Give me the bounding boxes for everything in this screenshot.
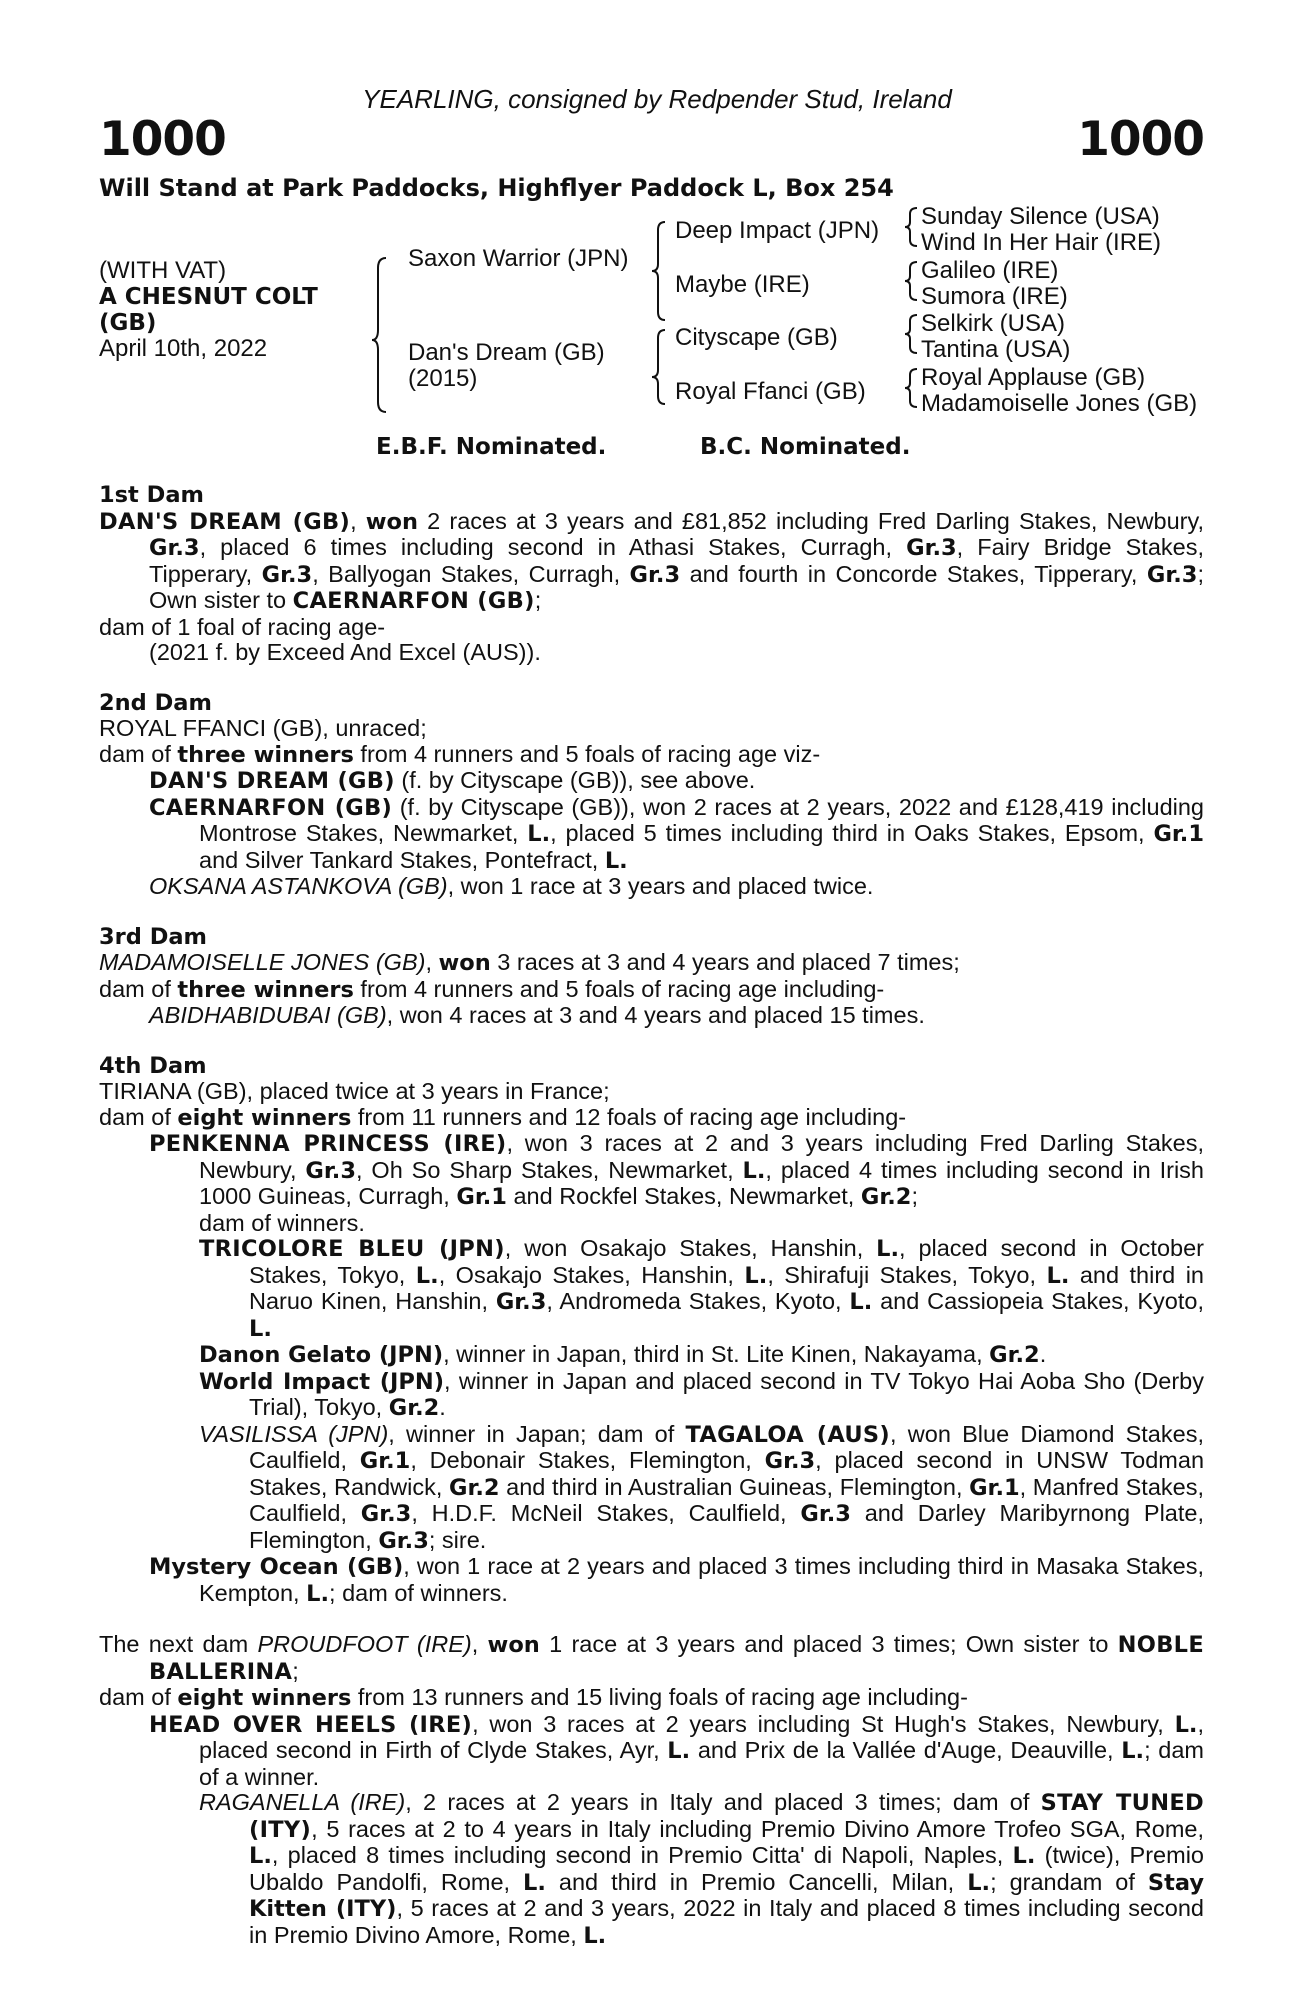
grade: L. bbox=[583, 1922, 607, 1949]
text: , placed 6 times including second in Athasi Stakes, Curragh, bbox=[199, 534, 907, 560]
text: from 4 runners and 5 foals of racing age including- bbox=[353, 975, 885, 1002]
dam-sire: Cityscape (GB) bbox=[675, 324, 838, 351]
grade: L. bbox=[523, 1869, 546, 1896]
horse-name: World Impact (JPN) bbox=[199, 1368, 445, 1395]
text: , placed second in UNSW Todman Stakes, Randwick, bbox=[249, 1447, 1205, 1500]
dam-dam: Royal Ffanci (GB) bbox=[675, 378, 866, 405]
text: , won 3 races at 2 years including St Hugh's Stakes, Newbury, bbox=[472, 1710, 1175, 1737]
text: and fourth in Concorde Stakes, Tipperary, bbox=[680, 560, 1147, 587]
text: , H.D.F. McNeil Stakes, Caulfield, bbox=[411, 1500, 801, 1526]
gen3-7: Royal Applause (GB) bbox=[921, 364, 1146, 391]
dam-name: Dan's Dream (GB) bbox=[408, 339, 605, 366]
text: , placed second in Firth of Clyde Stakes, Ayr, bbox=[199, 1710, 1204, 1763]
vat-note: (WITH VAT) bbox=[99, 257, 227, 284]
text: , won 1 race at 3 years and placed twice. bbox=[447, 873, 874, 899]
section-heading: 4th Dam bbox=[99, 1052, 207, 1079]
text: . bbox=[439, 1394, 446, 1420]
produce-note: dam of winners. bbox=[199, 1209, 365, 1236]
text: dam of bbox=[99, 740, 178, 767]
next-dam-record bbox=[99, 1632, 1204, 1685]
text: , won Blue Diamond Stakes, Caulfield, bbox=[249, 1420, 1204, 1473]
text: and third in Premio Cancelli, Milan, bbox=[545, 1868, 968, 1895]
gen3-4: Sumora (IRE) bbox=[921, 283, 1068, 310]
horse-name: VASILISSA (JPN) bbox=[199, 1420, 389, 1447]
text: ; grandam of bbox=[990, 1868, 1148, 1895]
won-label: won bbox=[438, 950, 491, 976]
produce-summary bbox=[99, 1105, 1204, 1132]
text: , Debonair Stakes, Flemington, bbox=[410, 1447, 765, 1473]
text: , 5 races at 2 and 3 years, 2022 in Italy and placed 8 times including second in Premio Divino Amore, Rome, bbox=[249, 1895, 1204, 1948]
produce-summary bbox=[99, 1685, 1204, 1712]
text: ; dam of a winner. bbox=[199, 1737, 1204, 1790]
grade: Gr.1 bbox=[456, 1184, 507, 1210]
text: , placed 5 times including third in Oaks Stakes, Epsom, bbox=[550, 820, 1154, 846]
grade: Gr.1 bbox=[969, 1474, 1020, 1501]
text: 1 race at 3 years and placed 3 times; Own sister to bbox=[539, 1631, 1118, 1657]
produce-entry bbox=[99, 795, 1204, 875]
produce-entry bbox=[99, 1712, 1204, 1791]
grade: Gr.3 bbox=[1146, 561, 1198, 588]
horse-name: Danon Gelato (JPN) bbox=[199, 1342, 444, 1368]
lot-number-left: 1000 bbox=[99, 112, 226, 167]
text: , placed second in October Stakes, Tokyo, bbox=[249, 1235, 1204, 1288]
text: , 5 races at 2 to 4 years in Italy including Premio Divino Amore Trofeo SGA, Rome, bbox=[311, 1815, 1204, 1842]
text: , placed 8 times including second in Premio Citta' di Napoli, Naples, bbox=[271, 1842, 1013, 1868]
text: dam of bbox=[99, 1103, 178, 1130]
winners-count: eight winners bbox=[177, 1685, 352, 1711]
text: . bbox=[1039, 1341, 1047, 1367]
grade: Gr.3 bbox=[378, 1527, 429, 1554]
grade: L. bbox=[667, 1738, 691, 1764]
grade: L. bbox=[967, 1869, 991, 1896]
third-dam-section bbox=[99, 925, 1204, 1029]
horse-name: RAGANELLA (IRE) bbox=[199, 1789, 406, 1815]
text: , Ballyogan Stakes, Curragh, bbox=[312, 560, 630, 587]
text: ; bbox=[911, 1183, 918, 1209]
grade: L. bbox=[1046, 1262, 1070, 1289]
horse-name: PROUDFOOT (IRE) bbox=[257, 1631, 472, 1657]
produce-entry bbox=[99, 874, 1204, 900]
pedigree-table bbox=[0, 200, 1314, 430]
text: , Oh So Sharp Stakes, Newmarket, bbox=[355, 1156, 743, 1183]
horse-country: (GB) bbox=[99, 310, 157, 336]
text: , winner in Japan and placed second in TV Tokyo Hai Aoba Sho (Derby Trial), Tokyo, bbox=[249, 1367, 1204, 1420]
grand-produce-entry bbox=[99, 1790, 1204, 1949]
text: The next dam bbox=[99, 1631, 258, 1657]
text: and third in Australian Guineas, Flemington, bbox=[499, 1473, 970, 1500]
grade: L. bbox=[849, 1289, 873, 1315]
text: (f. by Cityscape (GB)), see above. bbox=[394, 767, 756, 793]
second-dam-record: ROYAL FFANCI (GB), unraced; bbox=[99, 715, 427, 741]
grade: Gr.2 bbox=[449, 1474, 500, 1501]
produce-entry bbox=[99, 768, 1204, 795]
stabling-line: Will Stand at Park Paddocks, Highflyer Paddock L, Box 254 bbox=[99, 174, 894, 202]
grade: Gr.3 bbox=[906, 535, 957, 561]
text: 2 races at 3 years and £81,852 including Fred Darling Stakes, Newbury, bbox=[418, 507, 1205, 534]
grade: L. bbox=[742, 1157, 766, 1184]
bc-nominated: B.C. Nominated. bbox=[700, 434, 911, 460]
grade: L. bbox=[876, 1236, 900, 1262]
text: , bbox=[471, 1631, 488, 1657]
sire-name: Saxon Warrior (JPN) bbox=[408, 245, 629, 272]
grade: L. bbox=[415, 1262, 439, 1289]
text: , winner in Japan; dam of bbox=[388, 1420, 686, 1447]
gen3-2: Wind In Her Hair (IRE) bbox=[921, 229, 1162, 256]
text: , Osakajo Stakes, Hanshin, bbox=[438, 1261, 745, 1288]
text: from 11 runners and 12 foals of racing age including- bbox=[351, 1103, 907, 1130]
foal-summary: dam of 1 foal of racing age- bbox=[99, 613, 386, 640]
consignor-line: YEARLING, consigned by Redpender Stud, Ireland bbox=[362, 84, 952, 114]
horse-name: CAERNARFON (GB) bbox=[149, 794, 393, 821]
grade: Gr.3 bbox=[495, 1289, 547, 1315]
text: and Cassiopeia Stakes, Kyoto, bbox=[872, 1288, 1204, 1314]
gen3-5: Selkirk (USA) bbox=[921, 310, 1066, 337]
produce-summary bbox=[99, 742, 1204, 769]
text: and Silver Tankard Stakes, Pontefract, bbox=[199, 846, 605, 873]
section-heading: 3rd Dam bbox=[99, 923, 207, 950]
grade: L. bbox=[249, 1843, 272, 1869]
grade: Gr.1 bbox=[359, 1448, 411, 1474]
horse-name: OKSANA ASTANKOVA (GB) bbox=[149, 873, 448, 899]
grade: L. bbox=[744, 1262, 768, 1289]
horse-name: Mystery Ocean (GB) bbox=[149, 1554, 404, 1580]
fourth-dam-record: TIRIANA (GB), placed twice at 3 years in France; bbox=[99, 1078, 610, 1104]
horse-name: Stay Kitten (ITY) bbox=[249, 1869, 1204, 1922]
grade: L. bbox=[306, 1580, 330, 1607]
sire-dam: Maybe (IRE) bbox=[675, 271, 810, 298]
dam-foaling-year: (2015) bbox=[408, 365, 478, 392]
text: ; bbox=[534, 587, 542, 613]
gen3-6: Tantina (USA) bbox=[921, 336, 1071, 363]
third-dam-record bbox=[99, 950, 1204, 977]
grade: L. bbox=[527, 821, 551, 847]
horse-name: DAN'S DREAM (GB) bbox=[99, 508, 351, 535]
horse-name: DAN'S DREAM (GB) bbox=[149, 768, 395, 794]
grade: Gr.2 bbox=[388, 1395, 440, 1421]
text: ; bbox=[292, 1657, 299, 1684]
foal-entry: (2021 f. by Exceed And Excel (AUS)). bbox=[149, 639, 541, 665]
grade: Gr.3 bbox=[261, 561, 313, 588]
text: , placed 4 times including second in Irish 1000 Guineas, Curragh, bbox=[199, 1156, 1204, 1209]
foaling-date: April 10th, 2022 bbox=[99, 335, 268, 362]
first-dam-section bbox=[99, 483, 1204, 666]
first-dam-record: DAN'S DREAM (GB), won 2 races at 3 years and £81,852 including Fred Darling Stakes, Newbury, Gr.3, placed 6 times including second in Athasi Stakes, Curragh, Gr.3, Fairy Bridge Stakes, Tipperary, Gr.3, Ballyogan Stakes, Curragh, Gr.3 and fourth in Concorde Stakes, Tipperary, Gr.3; Own sister to CAERNARFON (GB); bbox=[99, 507, 1205, 614]
grade: Gr.2 bbox=[989, 1342, 1040, 1368]
won-label: won bbox=[487, 1632, 540, 1658]
text: and third in Naruo Kinen, Hanshin, bbox=[249, 1261, 1204, 1314]
text: , won Osakajo Stakes, Hanshin, bbox=[504, 1235, 877, 1261]
catalogue-body bbox=[99, 483, 1204, 1974]
grade: Gr.3 bbox=[360, 1501, 412, 1527]
winners-count: three winners bbox=[177, 741, 354, 768]
produce-entry bbox=[99, 1131, 1204, 1211]
sire-sire: Deep Impact (JPN) bbox=[675, 217, 880, 244]
text: (f. by Cityscape (GB)), won 2 races at 2 years, 2022 and £128,419 including Montrose Stakes, Newmarket, bbox=[199, 793, 1204, 846]
horse-name: A CHESNUT COLT bbox=[99, 284, 318, 310]
text: , winner in Japan, third in St. Lite Kinen, Nakayama, bbox=[443, 1341, 990, 1367]
text: and Darley Maribyrnong Plate, Flemington, bbox=[249, 1500, 1204, 1553]
horse-name: ABIDHABIDUBAI (GB) bbox=[149, 1002, 387, 1028]
text: ; sire. bbox=[428, 1526, 487, 1553]
gen3-8: Madamoiselle Jones (GB) bbox=[921, 390, 1198, 417]
gen3-3: Galileo (IRE) bbox=[921, 257, 1059, 284]
text: 3 races at 3 and 4 years and placed 7 times; bbox=[490, 949, 960, 975]
grade: Gr.3 bbox=[629, 561, 681, 588]
text: from 13 runners and 15 living foals of racing age including- bbox=[351, 1684, 968, 1710]
winners-count: three winners bbox=[177, 976, 354, 1003]
produce-summary bbox=[99, 977, 1204, 1004]
text: , won 3 races at 2 and 3 years including Fred Darling Stakes, Newbury, bbox=[199, 1130, 1204, 1183]
section-heading: 1st Dam bbox=[99, 482, 204, 508]
grade: L. bbox=[1012, 1843, 1036, 1869]
grade: Gr.3 bbox=[800, 1501, 851, 1527]
grade: Gr.3 bbox=[305, 1157, 356, 1184]
text: , Shirafuji Stakes, Tokyo, bbox=[767, 1261, 1047, 1288]
grade: Gr.3 bbox=[764, 1448, 816, 1474]
horse-name: PENKENNA PRINCESS (IRE) bbox=[149, 1131, 507, 1157]
horse-name: TAGALOA (AUS) bbox=[685, 1421, 891, 1448]
text: ; dam of winners. bbox=[329, 1579, 508, 1606]
grand-produce-entry bbox=[99, 1369, 1204, 1422]
grade: Gr.1 bbox=[1153, 821, 1204, 847]
horse-name: HEAD OVER HEELS (IRE) bbox=[149, 1711, 473, 1738]
horse-name: CAERNARFON (GB) bbox=[292, 588, 535, 614]
text: , 2 races at 2 years in Italy and placed 3 times; dam of bbox=[405, 1789, 1041, 1815]
grand-produce-entry bbox=[99, 1342, 1204, 1369]
gen3-1: Sunday Silence (USA) bbox=[921, 203, 1160, 230]
horse-name: TRICOLORE BLEU (JPN) bbox=[199, 1236, 505, 1262]
horse-name: STAY TUNED (ITY) bbox=[249, 1790, 1204, 1843]
produce-entry bbox=[99, 1554, 1204, 1607]
section-heading: 2nd Dam bbox=[99, 689, 212, 716]
text: dam of bbox=[99, 1684, 178, 1710]
text: , won 1 race at 2 years and placed 3 times including third in Masaka Stakes, Kempton, bbox=[199, 1553, 1204, 1606]
text: and Prix de la Vallée d'Auge, Deauville, bbox=[690, 1737, 1122, 1763]
won-label: won bbox=[365, 508, 419, 535]
grade: Gr.3 bbox=[149, 535, 200, 561]
grand-produce-entry bbox=[99, 1422, 1204, 1555]
horse-name: NOBLE BALLERINA bbox=[149, 1632, 1204, 1685]
grade: L. bbox=[1121, 1738, 1145, 1764]
ebf-nominated: E.B.F. Nominated. bbox=[376, 434, 607, 460]
fourth-dam-section bbox=[99, 1054, 1204, 1608]
text: , Andromeda Stakes, Kyoto, bbox=[546, 1288, 850, 1314]
lot-number-right: 1000 bbox=[1077, 112, 1204, 167]
text: , Fairy Bridge Stakes, Tipperary, bbox=[149, 534, 1204, 587]
text: , won 4 races at 3 and 4 years and placed 15 times. bbox=[386, 1002, 925, 1028]
grade: L. bbox=[1174, 1711, 1198, 1738]
grand-produce-entry bbox=[99, 1236, 1204, 1342]
produce-entry bbox=[99, 1003, 1204, 1029]
grade: Gr.2 bbox=[860, 1184, 912, 1210]
text: and Rockfel Stakes, Newmarket, bbox=[506, 1183, 861, 1209]
text: from 4 runners and 5 foals of racing age viz- bbox=[353, 740, 821, 767]
text: , bbox=[425, 949, 439, 975]
text: dam of bbox=[99, 975, 178, 1002]
grade: L. bbox=[604, 847, 628, 874]
horse-name: MADAMOISELLE JONES (GB) bbox=[99, 949, 426, 975]
next-dam-section bbox=[99, 1632, 1204, 1949]
winners-count: eight winners bbox=[177, 1104, 352, 1131]
text: ; Own sister to bbox=[149, 560, 1204, 613]
text: (twice), Premio Ubaldo Pandolfi, Rome, bbox=[249, 1842, 1204, 1895]
second-dam-section bbox=[99, 691, 1204, 900]
text: , Manfred Stakes, Caulfield, bbox=[249, 1473, 1204, 1526]
grade: L. bbox=[249, 1315, 272, 1342]
